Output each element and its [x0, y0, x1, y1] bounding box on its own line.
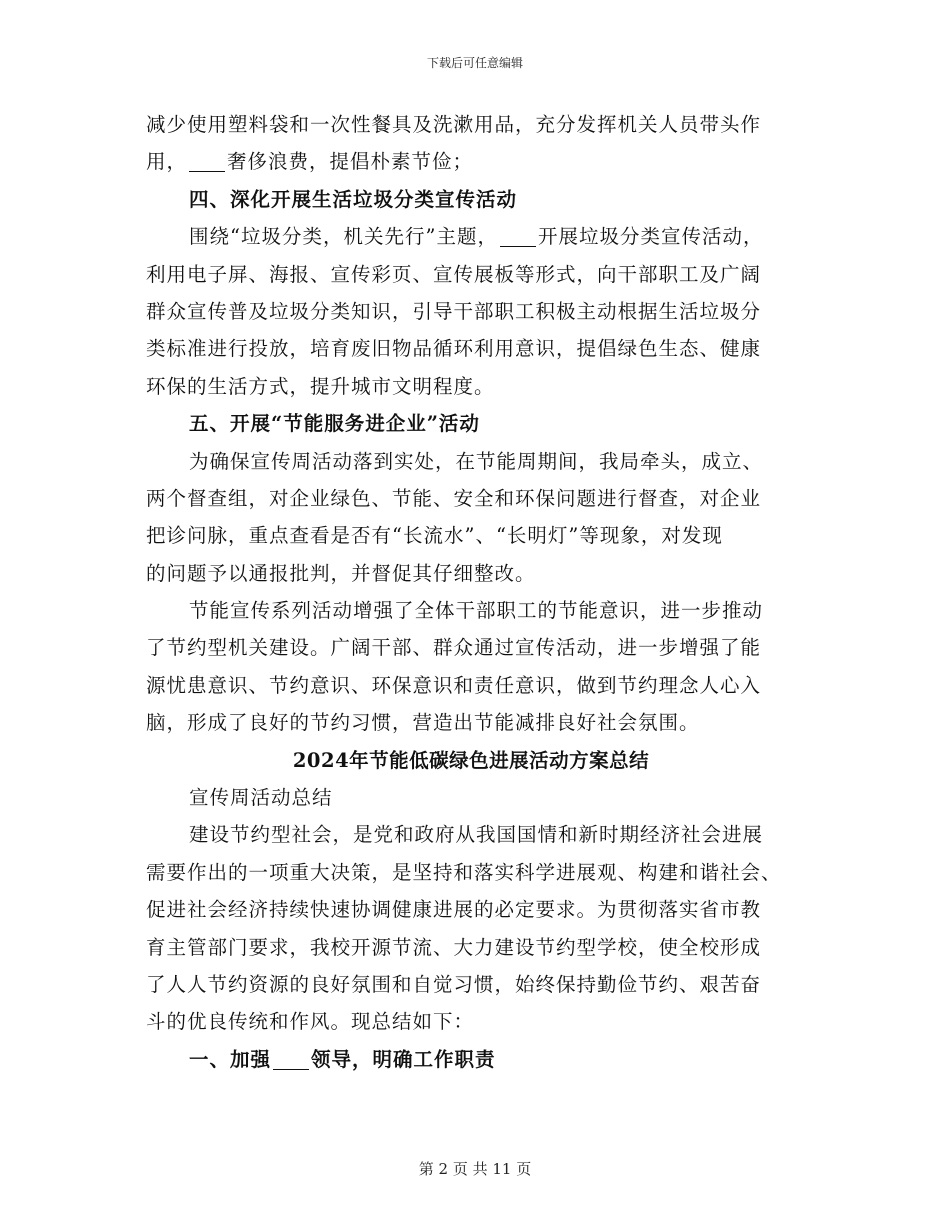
document-title: 2024年节能低碳绿色进展活动方案总结: [292, 748, 650, 772]
text-line: 了人人节约资源的良好氛围和自觉习惯，始终保持勤俭节约、艰苦奋: [146, 972, 762, 996]
subtitle-line: 宣传周活动总结: [189, 786, 333, 810]
section-heading-1: [146, 1041, 796, 1078]
text-fragment: 用，: [146, 150, 188, 174]
text-fragment: 一、加强: [189, 1047, 272, 1071]
blank-underline: [273, 1049, 309, 1070]
blank-underline: [189, 151, 225, 172]
text-line: 为确保宣传周活动落到实处，在节能周期间，我局牵头，成立、: [189, 449, 764, 473]
page-footer: 第 2 页 共 11 页: [418, 1160, 532, 1178]
text-fragment: 领导，明确工作职责: [311, 1047, 496, 1071]
text-line: 源忧患意识、节约意识、环保意识和责任意识，做到节约理念人心入: [146, 673, 762, 697]
text-line: 育主管部门要求，我校开源节流、大力建设节约型学校，使全校形成: [146, 935, 762, 959]
text-line: 建设节约型社会，是党和政府从我国国情和新时期经济社会进展: [189, 823, 764, 847]
text-line: 减少使用塑料袋和一次性餐具及洗漱用品，充分发挥机关人员带头作: [146, 113, 762, 136]
text-line: 的问题予以通报批判，并督促其仔细整改。: [146, 561, 536, 585]
text-line: 斗的优良传统和作风。现总结如下：: [146, 1010, 475, 1034]
text-line: [146, 143, 796, 180]
text-fragment: 奢侈浪费，提倡朴素节俭；: [227, 150, 474, 174]
text-line: 了节约型机关建设。广阔干部、群众通过宣传活动，进一步增强了能: [146, 636, 762, 660]
text-line: [146, 218, 796, 255]
section-heading-5: 五、开展“节能服务进企业”活动: [189, 412, 480, 436]
text-line: 节能宣传系列活动增强了全体干部职工的节能意识，进一步推动: [189, 599, 764, 623]
text-fragment: 围绕“垃圾分类，机关先行”主题，: [189, 225, 498, 249]
text-line: 促进社会经济持续快速协调健康进展的必定要求。为贯彻落实省市教: [146, 898, 762, 922]
section-heading-4: 四、深化开展生活垃圾分类宣传活动: [189, 187, 518, 211]
text-line: 环保的生活方式，提升城市文明程度。: [146, 374, 495, 398]
page-header: 下载后可任意编辑: [426, 56, 523, 70]
text-fragment: 开展垃圾分类宣传活动，: [537, 225, 764, 249]
text-line: 利用电子屏、海报、宣传彩页、宣传展板等形式，向干部职工及广阔: [146, 262, 762, 286]
text-line: 两个督查组，对企业绿色、节能、安全和环保问题进行督查，对企业: [146, 486, 762, 510]
blank-underline: [500, 226, 536, 247]
text-line: 类标准进行投放，培育废旧物品循环利用意识，提倡绿色生态、健康: [146, 337, 762, 361]
text-line: 脑，形成了良好的节约习惯，营造出节能减排良好社会氛围。: [146, 711, 700, 735]
text-line: 群众宣传普及垃圾分类知识，引导干部职工积极主动根据生活垃圾分: [146, 299, 762, 323]
document-body: [146, 106, 796, 1078]
text-line: 需要作出的一项重大决策，是坚持和落实科学进展观、构建和谐社会、: [146, 860, 782, 884]
text-line: 把诊问脉，重点查看是否有“长流水”、“长明灯”等现象，对发现: [146, 524, 723, 548]
